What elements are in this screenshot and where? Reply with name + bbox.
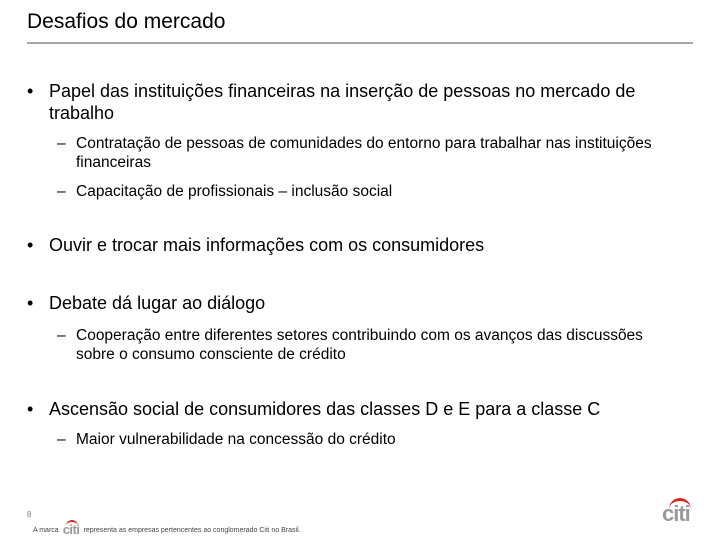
bullet-marker: • bbox=[27, 399, 34, 419]
page-number: 8 bbox=[27, 510, 32, 519]
sub-bullet-text: Contratação de pessoas de comunidades do entorno para trabalhar nas instituições financeiras bbox=[76, 135, 652, 171]
logo-text: citi bbox=[62, 522, 80, 537]
bullet-text: Debate dá lugar ao diálogo bbox=[49, 293, 266, 313]
sub-bullet-text: Cooperação entre diferentes setores contribuindo com os avanços das discussões sobre o consumo consciente de crédito bbox=[76, 327, 643, 363]
logo-text: citi bbox=[662, 501, 690, 526]
sub-bullet-marker: – bbox=[57, 183, 66, 200]
sub-bullet-item bbox=[57, 182, 677, 201]
footer-disclaimer bbox=[33, 522, 301, 537]
sub-bullet-text: Maior vulnerabilidade na concessão do crédito bbox=[76, 431, 396, 448]
bullet-marker: • bbox=[27, 235, 34, 255]
sub-bullet-item bbox=[57, 430, 677, 449]
bullet-item bbox=[27, 292, 687, 314]
bullet-item bbox=[27, 80, 687, 124]
sub-bullet-marker: – bbox=[57, 135, 66, 152]
sub-bullet-item bbox=[57, 134, 677, 172]
bullet-text: Papel das instituições financeiras na inserção de pessoas no mercado de trabalho bbox=[49, 81, 636, 123]
bullet-text: Ouvir e trocar mais informações com os consumidores bbox=[49, 235, 485, 255]
bullet-text: Ascensão social de consumidores das classes D e E para a classe C bbox=[49, 399, 601, 419]
citi-logo bbox=[660, 496, 700, 526]
citi-logo-small bbox=[62, 522, 80, 537]
bullet-marker: • bbox=[27, 81, 34, 101]
sub-bullet-item bbox=[57, 326, 677, 364]
logo-arc-icon bbox=[66, 520, 78, 527]
sub-bullet-marker: – bbox=[57, 431, 66, 448]
bullet-item bbox=[27, 398, 687, 420]
bullet-item bbox=[27, 234, 687, 256]
sub-bullet-text: Capacitação de profissionais – inclusão social bbox=[76, 183, 393, 200]
footer-prefix: A marca bbox=[33, 526, 59, 534]
bullet-marker: • bbox=[27, 293, 34, 313]
slide-title: Desafios do mercado bbox=[27, 10, 226, 33]
sub-bullet-marker: – bbox=[57, 327, 66, 344]
footer-suffix: representa as empresas pertencentes ao conglomerado Citi no Brasil. bbox=[83, 526, 301, 534]
